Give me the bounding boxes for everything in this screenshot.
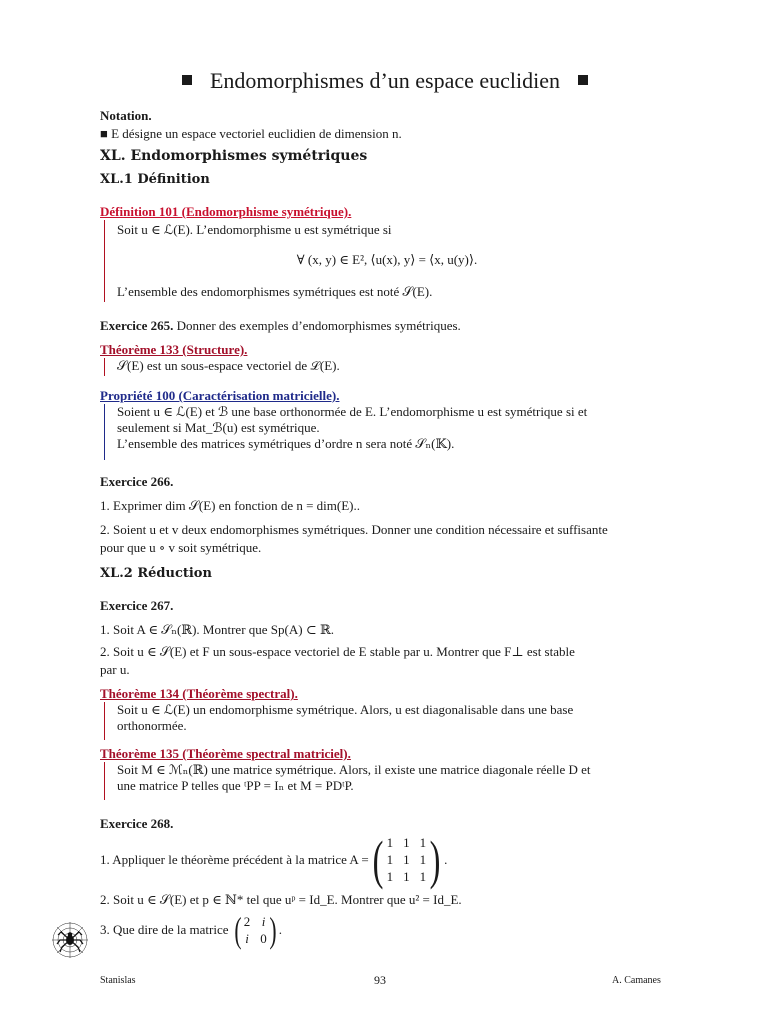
exercise-267-q1: 1. Soit A ∈ 𝒮ₙ(ℝ). Montrer que Sp(A) ⊂ ℝ. — [100, 622, 335, 637]
definition-101-formula: ∀ (x, y) ∈ E², ⟨u(x), y⟩ = ⟨x, u(y)⟩. — [296, 252, 478, 267]
property-100-line2: seulement si Mat_ℬ(u) est symétrique. — [117, 420, 320, 435]
matrix-a-entry: 1 — [419, 869, 427, 884]
definition-101-line1: Soit u ∈ ℒ(E). L’endomorphisme u est symétrique si — [117, 222, 392, 237]
matrix-a-entry: 1 — [386, 869, 394, 884]
matrix-b-entry: i — [245, 930, 249, 946]
theorem-135-line1: Soit M ∈ ℳₙ(ℝ) une matrice symétrique. Alors, il existe une matrice diagonale réelle D et — [117, 762, 591, 777]
definition-101-line2: L’ensemble des endomorphismes symétriques est noté 𝒮(E). — [117, 284, 433, 299]
theorem-133-box — [104, 358, 340, 376]
exercise-268-heading: Exercice 268. — [100, 816, 174, 831]
theorem-134-box — [104, 702, 673, 740]
title-bullet-icon — [578, 75, 588, 85]
matrix-a: ( 1 1 1 1 1 1 1 1 1 ) — [372, 830, 441, 890]
property-100-line3: L’ensemble des matrices symétriques d’ordre n sera noté 𝒮ₙ(𝕂). — [117, 436, 455, 451]
definition-101-heading: Définition 101 (Endomorphisme symétrique). — [100, 204, 352, 219]
exercise-268-q2: 2. Soit u ∈ 𝒮(E) et p ∈ ℕ* tel que uᵖ = Id_E. Montrer que u² = Id_E. — [100, 892, 462, 907]
theorem-135-box — [104, 762, 673, 800]
footer-left: Stanislas — [100, 975, 136, 986]
exercise-267-q2b: par u. — [100, 662, 130, 677]
matrix-b-entry: i — [261, 913, 266, 929]
page-title: Endomorphismes d’un espace euclidien — [100, 68, 670, 94]
theorem-133-heading: Théorème 133 (Structure). — [100, 342, 248, 357]
notation-text: ■ E désigne un espace vectoriel euclidien de dimension n. — [100, 126, 402, 141]
notation-heading: Notation. — [100, 108, 152, 123]
exercise-268-q3: 3. Que dire de la matrice ( 2 i i 0 ) . — [100, 910, 282, 950]
theorem-134-heading: Théorème 134 (Théorème spectral). — [100, 686, 298, 701]
matrix-a-entry: 1 — [386, 852, 394, 867]
theorem-134-line2: orthonormée. — [117, 718, 187, 733]
title-bullet-icon — [182, 75, 192, 85]
matrix-a-entry: 1 — [419, 835, 427, 850]
subsection-definition: XL.1 Définition — [100, 172, 210, 187]
property-100-heading: Propriété 100 (Caractérisation matricielle). — [100, 388, 340, 403]
property-100-line1: Soient u ∈ ℒ(E) et ℬ une base orthonormée de E. L’endomorphisme u est symétrique si et — [117, 404, 588, 419]
matrix-a-entry: 1 — [419, 852, 427, 867]
matrix-b: ( 2 i i 0 ) — [234, 910, 277, 950]
section-title: XL. Endomorphismes symétriques — [100, 148, 368, 164]
footer-page-number: 93 — [374, 973, 386, 987]
exercise-266-q2a: 2. Soient u et v deux endomorphismes symétriques. Donner une condition nécessaire et suffisante — [100, 522, 608, 537]
exercise-265: Exercice 265. Donner des exemples d’endomorphismes symétriques. — [100, 318, 461, 333]
theorem-135-line2: une matrice P telles que ᵗPP = Iₙ et M = PDᵗP. — [117, 778, 354, 793]
footer-right: A. Camanes — [612, 975, 661, 986]
definition-101-box — [104, 220, 671, 302]
exercise-266-q2b: pour que u ∘ v soit symétrique. — [100, 540, 262, 555]
property-100-box — [104, 404, 673, 460]
exercise-268-q1: 1. Appliquer le théorème précédent à la matrice A = ( 1 1 1 1 1 1 1 1 1 ) . — [100, 830, 448, 890]
exercise-266-heading: Exercice 266. — [100, 474, 174, 489]
subsection-reduction: XL.2 Réduction — [100, 566, 212, 581]
theorem-134-line1: Soit u ∈ ℒ(E) un endomorphisme symétrique. Alors, u est diagonalisable dans une base — [117, 702, 574, 717]
exercise-267-q2a: 2. Soit u ∈ 𝒮(E) et F un sous-espace vectoriel de E stable par u. Montrer que F⊥ est stable — [100, 644, 575, 659]
exercise-266-q1: 1. Exprimer dim 𝒮(E) en fonction de n = dim(E).. — [100, 498, 360, 513]
matrix-a-entry: 1 — [403, 869, 410, 884]
matrix-b-entry: 0 — [260, 930, 267, 946]
exercise-267-heading: Exercice 267. — [100, 598, 174, 613]
matrix-a-entry: 1 — [403, 835, 410, 850]
theorem-135-heading: Théorème 135 (Théorème spectral matriciel). — [100, 746, 351, 761]
matrix-a-entry: 1 — [386, 835, 394, 850]
theorem-133-text: 𝒮(E) est un sous-espace vectoriel de ℒ(E). — [117, 358, 340, 373]
matrix-a-entry: 1 — [403, 852, 410, 867]
matrix-b-entry: 2 — [243, 913, 251, 929]
spider-logo-icon — [50, 920, 90, 960]
